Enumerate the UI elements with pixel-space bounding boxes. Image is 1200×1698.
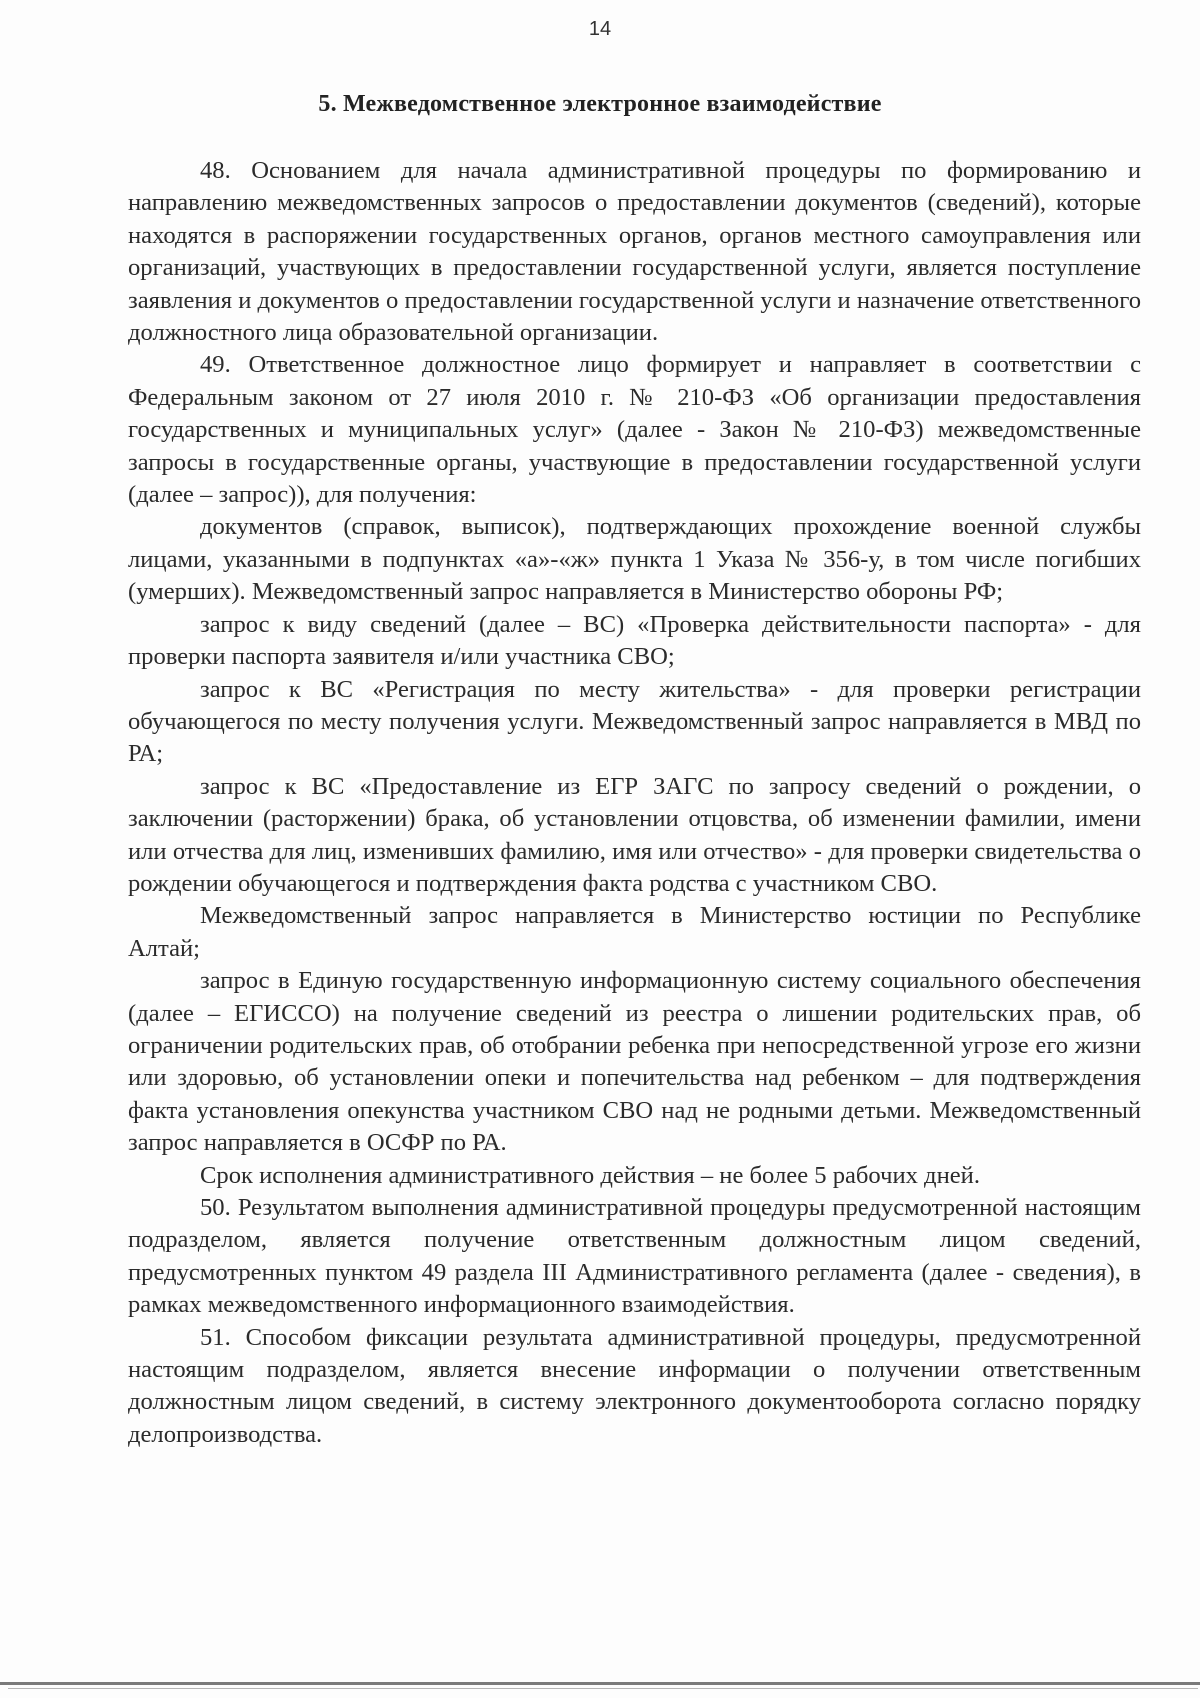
section-title: 5. Межведомственное электронное взаимодействие	[318, 91, 882, 117]
paragraph-ministry-justice: Межведомственный запрос направляется в Министерство юстиции по Республике Алтай;	[128, 902, 1141, 962]
paragraph-registration-check: запрос к ВС «Регистрация по месту жительства» - для проверки регистрации обучающегося по месту получения услуги. Межведомственный запрос направляется в МВД по РА;	[128, 675, 1141, 768]
paragraph-48: 48. Основанием для начала административной процедуры по формированию и направлению межведомственных запросов о предоставлении документов (сведений), которые находятся в распоряжении государственных органов, органов местного самоуправления или организаций, участвующих в предоставлении государственной услуги, является поступление заявления и документов о предоставлении государственной услуги и назначение ответственного должностного лица образовательной организации.	[128, 157, 1141, 347]
paragraph-egisso-request: запрос в Единую государственную информационную систему социального обеспечения (далее – ЕГИССО) на получение сведений из реестра о лишении родительских прав, об ограничении родительских прав, об отобрании ребенка при непосредственной угрозе его жизни или здоровью, об установлении опеки и попечительства над ребенком – для подтверждения факта установления опекунства участником СВО над не родными детьми. Межведомственный запрос направляется в ОСФР по РА.	[128, 967, 1141, 1157]
paragraph-military-documents: документов (справок, выписок), подтверждающих прохождение военной службы лицами, указанными в подпунктах «а»-«ж» пункта 1 Указа № 356-у, в том числе погибших (умерших). Межведомственный запрос направляется в Министерство обороны РФ;	[128, 513, 1141, 606]
paragraph-51: 51. Способом фиксации результата административной процедуры, предусмотренной настоящим подразделом, является внесение информации о получении ответственным должностным лицом сведений, в систему электронного документооборота согласно порядку делопроизводства.	[128, 1323, 1141, 1448]
paragraph-50: 50. Результатом выполнения административной процедуры предусмотренной настоящим подразделом, является получение ответственным должностным лицом сведений, предусмотренных пунктом 49 раздела III Административного регламента (далее - сведения), в рамках межведомственного информационного взаимодействия.	[128, 1194, 1141, 1319]
paragraph-passport-check: запрос к виду сведений (далее – ВС) «Проверка действительности паспорта» - для проверки паспорта заявителя и/или участника СВО;	[128, 610, 1141, 671]
page-bottom-edge	[0, 1682, 1200, 1685]
paragraph-zags-request: запрос к ВС «Предоставление из ЕГР ЗАГС по запросу сведений о рождении, о заключении (расторжении) брака, об установлении отцовства, об изменении фамилии, имени или отчества для лиц, изменивших фамилию, имя или отчество» - для проверки свидетельства о рождении обучающегося и подтверждения факта родства с участником СВО.	[128, 772, 1141, 897]
document-body	[128, 155, 1141, 1451]
paragraph-49: 49. Ответственное должностное лицо формирует и направляет в соответствии с Федеральным законом от 27 июля 2010 г. № 210-ФЗ «Об организации предоставления государственных и муниципальных услуг» (далее - Закон № 210-ФЗ) межведомственные запросы в государственные органы, участвующие в предоставлении государственной услуги (далее – запрос)), для получения:	[128, 351, 1141, 509]
paragraph-deadline: Срок исполнения административного действия – не более 5 рабочих дней.	[200, 1161, 980, 1189]
page-number: 14	[588, 18, 612, 40]
page-bottom-edge-inner	[8, 1688, 1198, 1689]
